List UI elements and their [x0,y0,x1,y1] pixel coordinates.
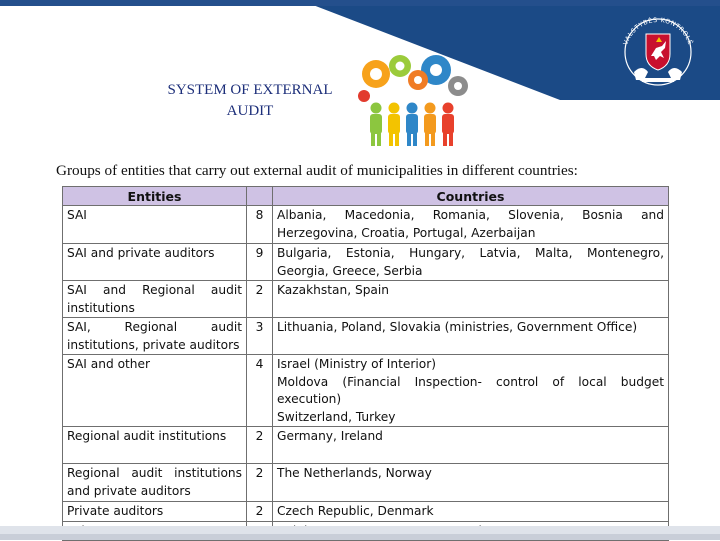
page-title [140,80,360,122]
table-row [63,427,669,464]
country-line: Israel (Ministry of Interior) [277,357,437,371]
table-row [63,318,669,355]
count-cell: 4 [247,355,273,427]
header-countries: Countries [273,187,669,206]
count-cell: 9 [247,244,273,281]
countries-cell: Bulgaria, Estonia, Hungary, Latvia, Malta, Montenegro, Georgia, Greece, Serbia [273,244,669,281]
countries-cell: Czech Republic, Denmark [273,502,669,522]
count-cell: 2 [247,464,273,502]
table-row [63,464,669,502]
entity-cell: SAI and other [63,355,247,427]
count-cell: 2 [247,281,273,318]
countries-cell: Lithuania, Poland, Slovakia (ministries, Government Office) [273,318,669,355]
countries-cell: The Netherlands, Norway [273,464,669,502]
title-line-1: SYSTEM OF EXTERNAL [167,82,333,98]
count-cell: 2 [247,502,273,522]
table-row [63,244,669,281]
table-row [63,502,669,522]
gears-and-people-icon [356,52,474,148]
emblem-ring-text: VALSTYBĖS KONTROLĖ [622,16,694,46]
entity-cell: SAI and private auditors [63,244,247,281]
count-cell: 3 [247,318,273,355]
country-line: Moldova (Financial Inspection- control of local budget execution) [277,374,664,406]
lithuanian-coat-of-arms-icon [634,34,682,82]
audit-entities-table [62,186,669,541]
entity-cell: SAI and Regional audit institutions [63,281,247,318]
table-row [63,281,669,318]
emblem-seal [612,10,704,90]
header-count [247,187,273,206]
countries-cell [273,355,669,427]
countries-cell: Kazakhstan, Spain [273,281,669,318]
table-row [63,206,669,244]
count-cell: 2 [247,427,273,464]
table-header-row [63,187,669,206]
entity-cell: SAI, Regional audit institutions, private auditors [63,318,247,355]
entity-cell: SAI [63,206,247,244]
countries-cell: Germany, Ireland [273,427,669,464]
footer-band [0,526,720,540]
table-caption: Groups of entities that carry out external audit of municipalities in different countries: [56,162,578,179]
entity-cell: Regional audit institutions [63,427,247,464]
header-entities: Entities [63,187,247,206]
count-cell: 8 [247,206,273,244]
entity-cell: Private auditors [63,502,247,522]
entity-cell: Regional audit institutions and private auditors [63,464,247,502]
table-row [63,355,669,427]
country-line: Switzerland, Turkey [277,409,396,424]
title-line-2: AUDIT [226,103,274,119]
countries-cell: Albania, Macedonia, Romania, Slovenia, Bosnia and Herzegovina, Croatia, Portugal, Azerbaijan [273,206,669,244]
